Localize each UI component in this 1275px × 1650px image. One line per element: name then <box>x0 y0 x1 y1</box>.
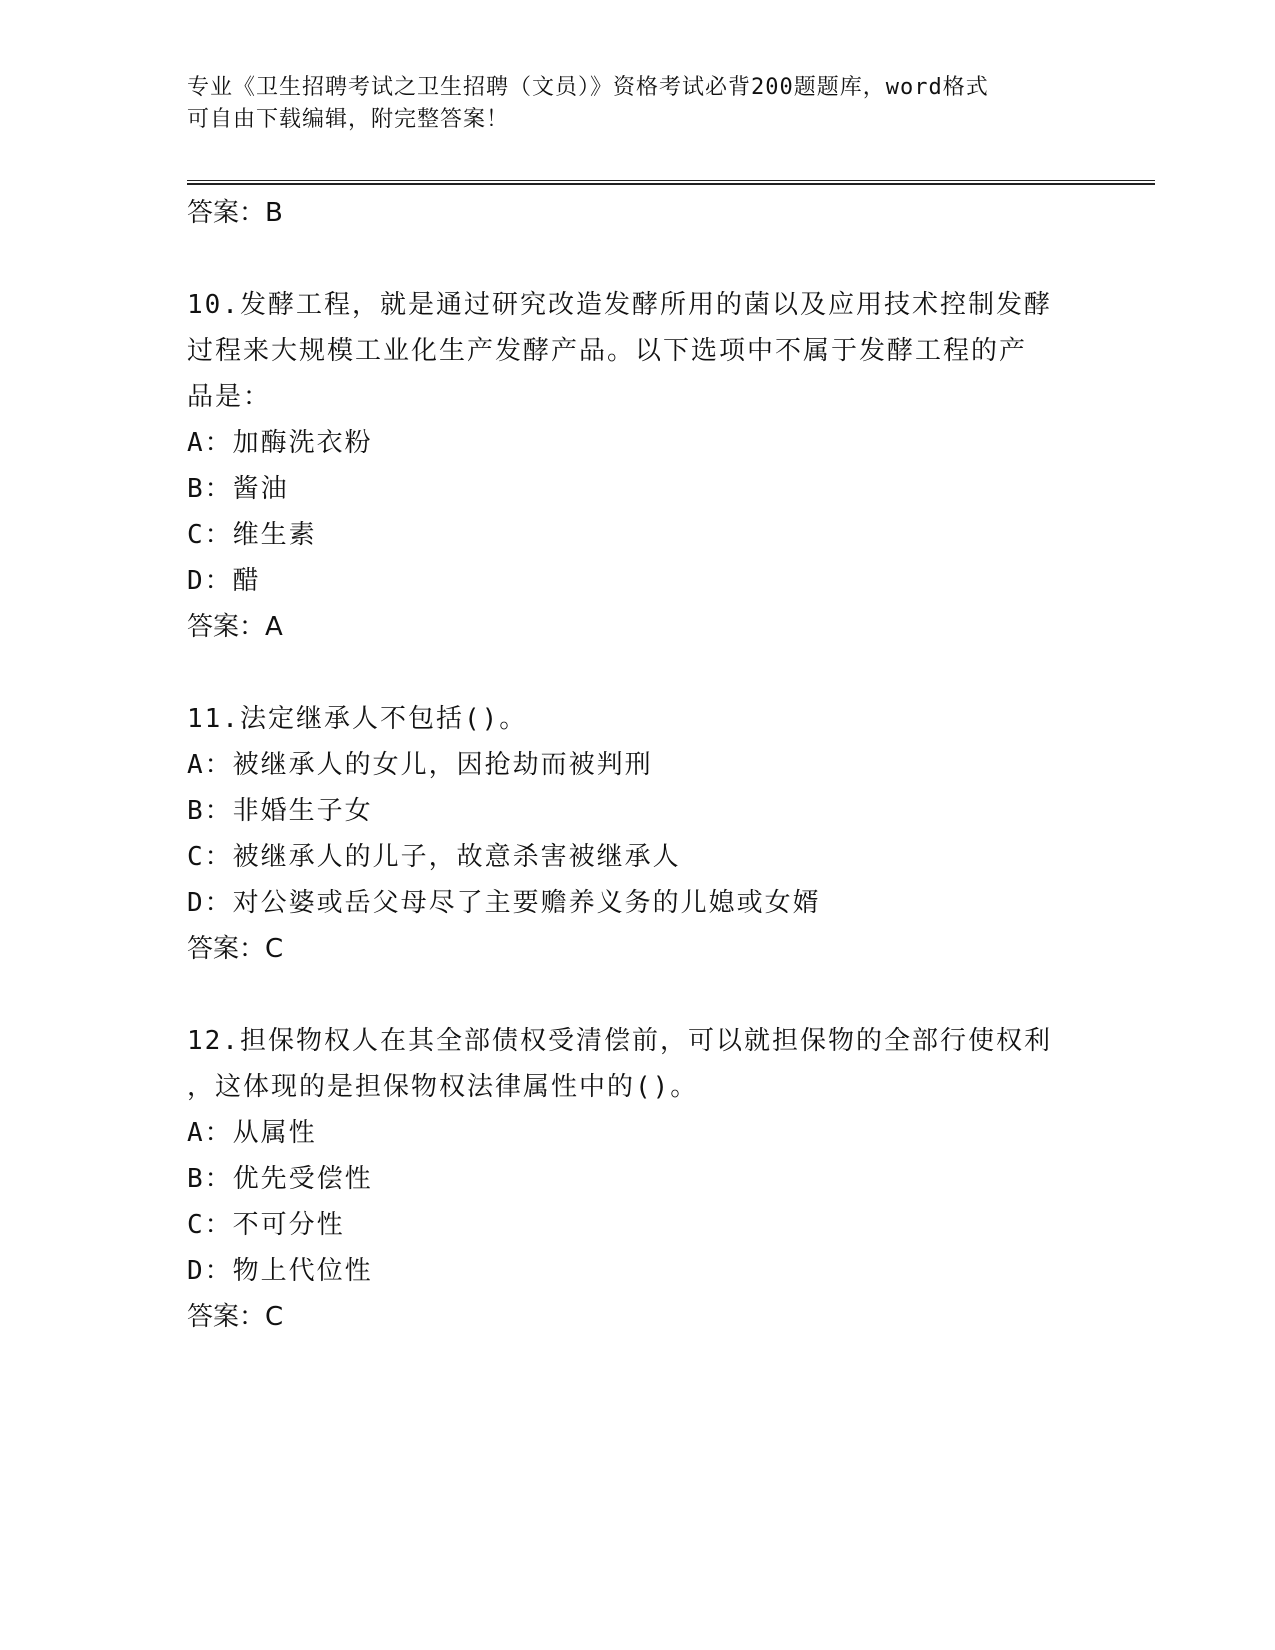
question-list <box>187 190 1087 1340</box>
question-text: ，这体现的是担保物权法律属性中的()。 <box>187 1072 699 1102</box>
option-d: D：醋 <box>187 566 261 596</box>
option-c: C：维生素 <box>187 520 317 550</box>
option-a: A：被继承人的女儿，因抢劫而被判刑 <box>187 750 653 780</box>
question-12 <box>187 1018 1087 1340</box>
header-line: 可自由下载编辑，附完整答案！ <box>187 107 510 132</box>
document-header <box>187 72 1067 136</box>
header-divider-thin <box>187 180 1155 181</box>
answer-line: 答案：B <box>187 198 283 228</box>
option-c: C：被继承人的儿子，故意杀害被继承人 <box>187 842 681 872</box>
question-text: 10.发酵工程，就是通过研究改造发酵所用的菌以及应用技术控制发酵 <box>187 290 1052 320</box>
option-a: A：从属性 <box>187 1118 317 1148</box>
question-11 <box>187 696 1087 972</box>
question-text: 11.法定继承人不包括()。 <box>187 704 528 734</box>
option-c: C：不可分性 <box>187 1210 345 1240</box>
option-b: B：酱油 <box>187 474 289 504</box>
answer-line: 答案：C <box>187 1302 284 1332</box>
option-a: A：加酶洗衣粉 <box>187 428 373 458</box>
option-b: B：非婚生子女 <box>187 796 373 826</box>
answer-line: 答案：A <box>187 612 283 642</box>
option-b: B：优先受偿性 <box>187 1164 373 1194</box>
answer-line: 答案：C <box>187 934 284 964</box>
question-10 <box>187 282 1087 650</box>
option-d: D：对公婆或岳父母尽了主要赡养义务的儿媳或女婿 <box>187 888 821 918</box>
question-text: 过程来大规模工业化生产发酵产品。以下选项中不属于发酵工程的产 <box>187 336 1028 366</box>
header-divider-thick <box>187 183 1155 185</box>
question-text: 12.担保物权人在其全部债权受清偿前，可以就担保物的全部行使权利 <box>187 1026 1052 1056</box>
header-line: 专业《卫生招聘考试之卫生招聘（文员）》资格考试必背200题题库，word格式 <box>187 75 989 100</box>
option-d: D：物上代位性 <box>187 1256 373 1286</box>
question-text: 品是： <box>187 382 272 412</box>
